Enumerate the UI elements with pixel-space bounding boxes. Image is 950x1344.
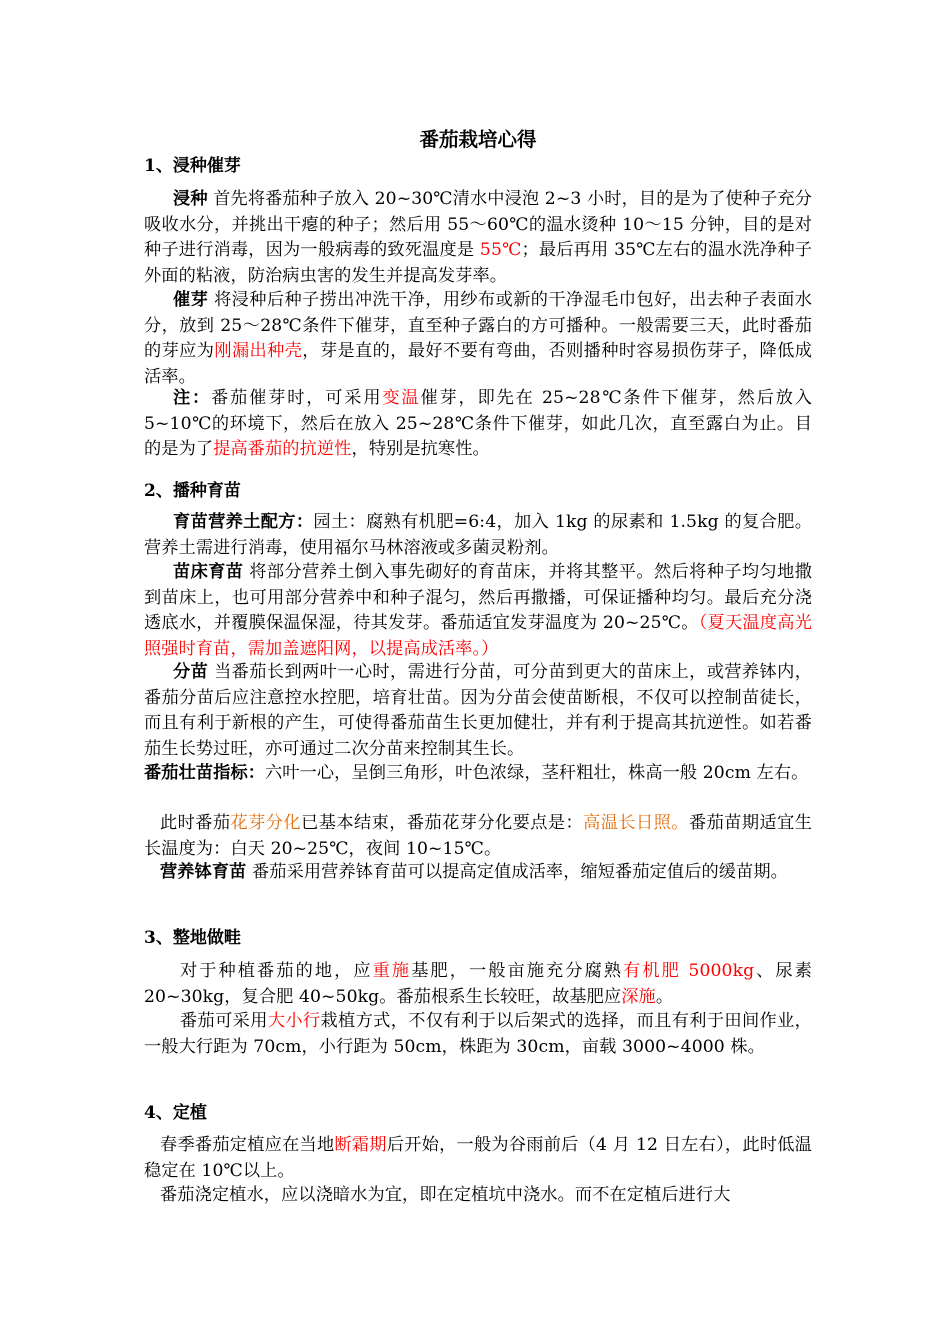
lead-term: 催芽 <box>173 290 209 310</box>
lead-term: 浸种 <box>173 189 208 209</box>
highlight-text: 花芽分化 <box>230 813 302 833</box>
lead-term: 注： <box>173 388 212 408</box>
highlight-text: 断霜期 <box>334 1135 387 1155</box>
body-text: 。 <box>655 986 674 1007</box>
body-text: 催芽，即先在 25~28℃条件下催芽，然后放入 5~10℃的环境下，然后在放入 25~28℃条件下催芽，如此几次，直至露白为止。目的是为了 <box>144 388 813 459</box>
paragraph-nutrient-pot <box>144 860 812 886</box>
body-text: ；最后再用 35℃左右的温水洗净种子外面的粘液，防治病虫害的发生并提高发芽率。 <box>144 240 812 286</box>
paragraph-soaking <box>144 187 812 289</box>
section-heading-3: 3、整地做畦 <box>144 928 241 948</box>
page-title: 番茄栽培心得 <box>419 128 537 151</box>
body-text: 将部分营养土倒入事先砌好的育苗床，并将其整平。然后将种子均匀地撒到苗床上，也可用部分营养中和种子混匀，然后再撒播，可保证播种均匀。最后充分浇透底水，并覆膜保温保湿，待其发芽。番茄适宜发芽温度为 20~25℃。 <box>144 562 812 633</box>
highlight-text: 高温长日照。 <box>583 813 689 833</box>
lead-term: 育苗营养土配方： <box>173 512 314 532</box>
highlight-text: 刚漏出种壳 <box>214 341 303 361</box>
body-text: ，芽是直的，最好不要有弯曲，否则播种时容易损伤芽子，降低成活率。 <box>144 341 812 387</box>
lead-term: 分苗 <box>173 662 209 682</box>
highlight-text: 深施 <box>621 986 656 1007</box>
paragraph-base-fertilizer <box>144 959 812 1010</box>
highlight-text: 重施 <box>372 961 412 981</box>
body-text: 首先将番茄种子放入 20~30℃清水中浸泡 2~3 小时，目的是为了使种子充分吸收水分，并挑出干瘪的种子；然后用 55～60℃的温水烫种 10～15 分钟，目的是对种子进行消毒，因为一般病毒的致死温度是 <box>144 189 813 260</box>
section-heading-4: 4、定植 <box>144 1103 207 1123</box>
highlight-text: 有机肥 5000kg <box>623 961 755 981</box>
body-text: 番茄可采用 <box>180 1011 268 1031</box>
body-text: 春季番茄定植应在当地 <box>160 1135 335 1155</box>
paragraph-seedbed <box>144 560 812 662</box>
paragraph-watering <box>144 1183 812 1209</box>
body-text: 基肥，一般亩施充分腐熟 <box>411 961 624 981</box>
body-text: 番茄采用营养钵育苗可以提高定值成活率，缩短番茄定值后的缓苗期。 <box>246 862 788 882</box>
lead-term: 苗床育苗 <box>173 562 244 582</box>
paragraph-germination <box>144 288 812 390</box>
body-text: 当番茄长到两叶一心时，需进行分苗，可分苗到更大的苗床上，或营养钵内，番茄分苗后应注意控水控肥，培育壮苗。因为分苗会使苗断根，不仅可以控制苗徒长，而且有利于新根的产生，可使得番茄苗生长更加健壮，并有利于提高其抗逆性。如若番茄生长势过旺，亦可通过二次分苗来控制其生长。 <box>144 662 813 759</box>
body-text: 番茄催芽时，可采用 <box>211 388 383 408</box>
body-text: 将浸种后种子捞出冲洗干净，用纱布或新的干净湿毛巾包好，出去种子表面水分，放到 25～28℃条件下催芽，直至种子露白的方可播种。一般需要三天，此时番茄的芽应为 <box>144 290 813 361</box>
body-text: 番茄浇定植水，应以浇暗水为宜，即在定植坑中浇水。而不在定植后进行大 <box>160 1185 731 1205</box>
paragraph-row-planting <box>144 1009 812 1060</box>
highlight-text: 大小行 <box>267 1011 321 1031</box>
paragraph-flower-bud <box>144 811 812 862</box>
body-text: 六叶一心，呈倒三角形，叶色浓绿，茎秆粗壮，株高一般 20cm 左右。 <box>265 763 809 783</box>
section-heading-1: 1、浸种催芽 <box>144 156 241 176</box>
section-heading-2: 2、播种育苗 <box>144 481 241 501</box>
body-text: 栽植方式，不仅有利于以后架式的选择，而且有利于田间作业，一般大行距为 70cm，小行距为 50cm，株距为 30cm，亩载 3000~4000 株。 <box>144 1011 812 1057</box>
body-text: 此时番茄 <box>160 813 231 833</box>
body-text: 后开始，一般为谷雨前后（4 月 12 日左右），此时低温稳定在 10℃以上。 <box>144 1135 812 1181</box>
highlight-text: 55℃ <box>479 240 522 260</box>
body-text: 园土：腐熟有机肥=6:4，加入 1kg 的尿素和 1.5kg 的复合肥。营养土需进行消毒，使用福尔马林溶液或多菌灵粉剂。 <box>144 512 812 558</box>
paragraph-soil-formula <box>144 510 812 561</box>
highlight-text: （夏天温度高光照强时育苗，需加盖遮阳网，以提高成活率。） <box>144 613 812 659</box>
highlight-text: 提高番茄的抗逆性 <box>213 439 352 459</box>
lead-term: 番茄壮苗指标： <box>144 763 266 783</box>
lead-term: 营养钵育苗 <box>160 862 247 882</box>
body-text: 、尿素 20~30kg，复合肥 40~50kg。番茄根系生长较旺，故基肥应 <box>144 961 812 1007</box>
paragraph-planting-time <box>144 1133 812 1184</box>
body-text: 对于种植番茄的地，应 <box>180 961 373 981</box>
highlight-text: 变温 <box>382 388 421 408</box>
body-text: 番茄苗期适宜生长温度为：白天 20~25℃，夜间 10~15℃。 <box>144 813 813 859</box>
paragraph-note <box>144 386 812 463</box>
body-text: 已基本结束，番茄花芽分化要点是： <box>301 813 584 833</box>
paragraph-seedling-index <box>144 761 812 787</box>
paragraph-transplant <box>144 660 812 762</box>
body-text: ，特别是抗寒性。 <box>351 439 490 459</box>
